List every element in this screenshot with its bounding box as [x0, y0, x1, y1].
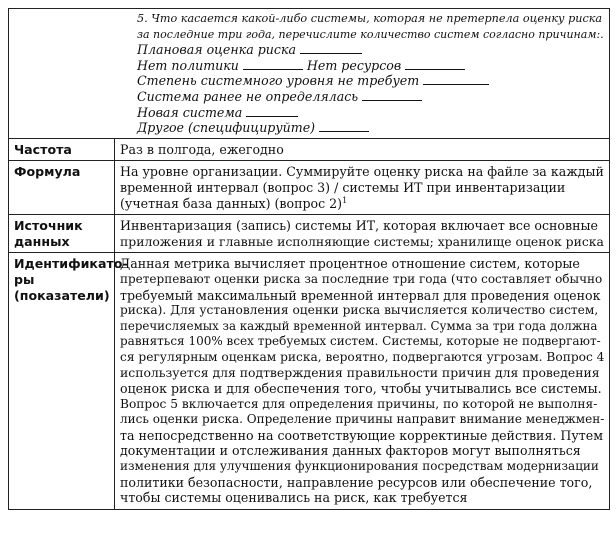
- option-no-policy-no-resources: [137, 58, 604, 74]
- metric-table: [8, 8, 610, 510]
- indicators-line: изменения для улучшения функционирования посредствам модернизации: [120, 459, 599, 474]
- indicators-line: претерпевают оценки риска за последние три года (что составляет обычно: [120, 271, 603, 286]
- indicators-line: оценок риска и для обеспечения того, чтобы учитывались все системы.: [120, 381, 602, 397]
- indicators-label-line-2: ры (показатели): [14, 271, 110, 303]
- source-value: [115, 215, 610, 253]
- question5-row: [9, 9, 610, 139]
- source-row: [9, 215, 610, 253]
- indicators-line: Данная метрика вычисляет процентное отношение систем, которые: [120, 256, 580, 272]
- indicators-line: перечисляемых за каждый временной интервал. Сумма за три года должна: [120, 318, 598, 333]
- option-label: Новая система: [137, 104, 243, 120]
- frequency-value: [115, 138, 610, 161]
- indicators-label: [9, 253, 128, 510]
- question5-cell: [9, 9, 610, 139]
- indicators-line: Вопрос 5 включается для определения причины, по которой не выполня-: [120, 396, 598, 411]
- frequency-value-text: Раз в полгода, ежегодно: [120, 141, 284, 157]
- frequency-label: Частота: [9, 138, 115, 161]
- answer-blank[interactable]: [405, 58, 465, 70]
- indicators-label-line-1: Идентификато-: [14, 256, 128, 272]
- answer-blank[interactable]: [362, 89, 422, 101]
- option-label: Система ранее не определялась: [137, 88, 359, 104]
- source-label-line-1: Источник: [14, 218, 83, 234]
- option-other: [137, 120, 604, 136]
- indicators-line: используется для подтверждения правильности причин для проведения: [120, 365, 600, 381]
- indicators-line: документации и отслеживания данных факторов могут выполняться: [120, 443, 581, 459]
- formula-value: [115, 161, 610, 215]
- frequency-row: [9, 138, 610, 161]
- indicators-line: лись оценки риска. Определение причины направит внимание менеджмен-: [120, 412, 605, 427]
- indicators-line: политики безопасности, направление ресурсов или обеспечение того,: [120, 474, 593, 490]
- formula-line-3: [120, 196, 604, 212]
- indicators-line: ся регулярным оценкам риска, вероятно, подвергаются угрозам. Вопрос 4: [120, 349, 605, 364]
- formula-footnote: 1: [342, 195, 348, 205]
- question5-intro-line-2: за последние три года, перечислите количество систем согласно причинам:.: [137, 27, 604, 41]
- question5-intro-line-1: 5. Что касается какой-либо системы, которая не претерпела оценку риска: [137, 12, 603, 25]
- indicators-line: требуемый максимальный временной интервал для проведения оценок: [120, 287, 601, 303]
- answer-blank[interactable]: [319, 120, 369, 132]
- formula-row: [9, 161, 610, 215]
- source-label: [9, 215, 115, 253]
- formula-line-3-text: (учетная база данных) (вопрос 2): [120, 195, 343, 211]
- source-line-1: Инвентаризация (запись) системы ИТ, которая включает все основные: [120, 218, 598, 234]
- answer-blank[interactable]: [300, 42, 362, 54]
- indicators-line: та непосредственно на соответствующие корректиные действия. Путем: [120, 427, 604, 443]
- option-system-level: [137, 73, 604, 89]
- answer-blank[interactable]: [246, 105, 298, 117]
- indicators-row: [9, 253, 610, 510]
- formula-line-2: временной интервал (вопрос 3) / системы ИТ при инвентаризации: [120, 179, 566, 195]
- option-label: Степень системного уровня не требует: [137, 73, 420, 89]
- answer-blank[interactable]: [243, 58, 303, 70]
- option-label: Другое (специфицируйте): [137, 120, 316, 136]
- indicators-line: равняться 100% всех требуемых систем. Системы, которые не подвергают-: [120, 334, 601, 349]
- option-label: Плановая оценка риска: [137, 42, 296, 58]
- source-label-line-2: данных: [14, 233, 70, 249]
- option-not-defined-before: [137, 89, 604, 105]
- option-planned-assessment: [137, 42, 604, 58]
- source-line-2: приложения и главные исполняющие системы; хранилище оценок риска: [120, 233, 604, 249]
- indicators-line: чтобы системы оценивались на риск, как требуется: [120, 490, 468, 506]
- answer-blank[interactable]: [423, 73, 489, 85]
- formula-line-1: На уровне организации. Суммируйте оценку риска на файле за каждый: [120, 164, 604, 180]
- option-label: Нет политики: [137, 57, 239, 73]
- indicators-line: риска). Для установления оценки риска вычисляется количество систем,: [120, 303, 599, 318]
- option-new-system: [137, 105, 604, 121]
- indicators-value: [115, 253, 610, 510]
- formula-label: Формула: [9, 161, 115, 215]
- option-label: Нет ресурсов: [306, 57, 402, 73]
- question5-block: [137, 11, 604, 136]
